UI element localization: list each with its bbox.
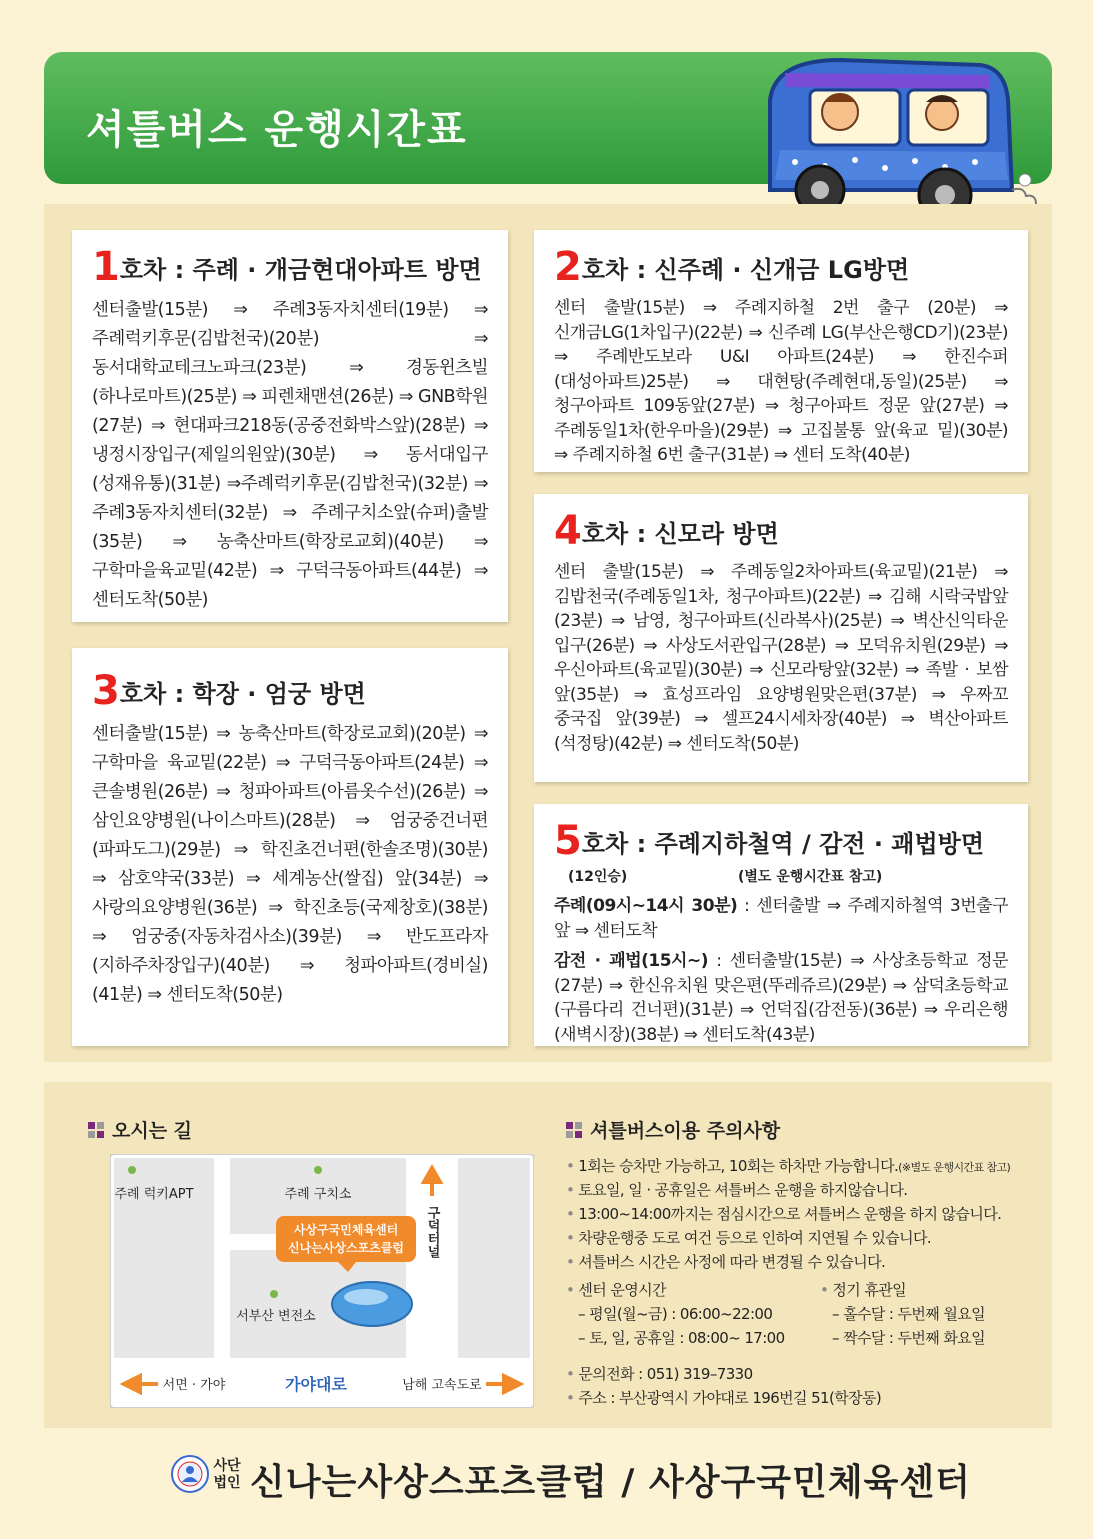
route-card-5 bbox=[534, 804, 1028, 1046]
notice-item: • 1회는 승차만 가능하고, 10회는 하차만 가능합니다.(※별도 운행시간표 참고) bbox=[566, 1154, 1036, 1178]
route-stops: 센터 출발(15분) ⇒ 주례지하철 2번 출구 (20분) ⇒ 신개금LG(1차입구)(22분) ⇒ 신주례 LG(부산은행CD기)(23분) ⇒ 주례반도보라 U&I 아파트(24분) ⇒ 한진수퍼(대성아파트)25분) ⇒ 대현탕(주례현대,동일)(25분) ⇒ 청구아파트 109동앞(27분) ⇒ 청구아파트 정문 앞(27분) ⇒ 주례동일1차(한우마을)(29분) ⇒ 고집불통 앞(육교 밑)(30분) ⇒ 주례지하철 6번 출구(31분) ⇒ 센터 도착(40분) bbox=[554, 298, 1008, 465]
notices-list bbox=[566, 1154, 1036, 1274]
map-label-substation: 서부산 변전소 bbox=[236, 1309, 316, 1324]
route-title: 2호차 : 신주례 · 신개금 LG방면 bbox=[554, 244, 910, 290]
footer bbox=[0, 1450, 1093, 1510]
route-card-2 bbox=[534, 230, 1028, 472]
contact-phone: • 문의전화 : 051) 319–7330 bbox=[566, 1365, 753, 1383]
map-label-prison: 주례 구치소 bbox=[284, 1187, 352, 1202]
route-card-4 bbox=[534, 494, 1028, 782]
map-label-center1: 사상구국민체육센터 bbox=[293, 1223, 399, 1237]
route-stops: 센터출발(15분) ⇒ 농축산마트(학장로교회)(20분) ⇒ 구학마을 육교밑(22분) ⇒ 구덕극동아파트(24분) ⇒ 큰솔병원(26분) ⇒ 청파아파트(아름옷수선)(26분) ⇒ 삼인요양병원(나이스마트)(28분) ⇒ 엄궁중건너편(파파도그)(29분) ⇒ 학진초건너편(한솔조명)(30분) ⇒ 삼호약국(33분) ⇒ 세계농산(쌀집) 앞(34분) ⇒ 사랑의요양병원(36분) ⇒ 학진초등(국제창호)(38분) ⇒ 엄궁중(자동차검사소)(39분) ⇒ 반도프라자(지하주차장입구)(40분) ⇒ 청파아파트(경비실)(41분) ⇒ 센터도착(50분) bbox=[92, 724, 488, 1005]
route-title: 4호차 : 신모라 방면 bbox=[554, 508, 779, 554]
route-title: 3호차 : 학장 · 엄궁 방면 bbox=[92, 668, 366, 714]
map-label-east: 남해 고속도로 bbox=[402, 1378, 482, 1393]
notice-item: • 13:00~14:00까지는 점심시간으로 셔틀버스 운행을 하지 않습니다. bbox=[566, 1202, 1036, 1226]
bus-illustration bbox=[750, 40, 1050, 230]
notice-item: • 셔틀버스 시간은 사정에 따라 변경될 수 있습니다. bbox=[566, 1250, 1036, 1274]
route-card-1 bbox=[72, 230, 508, 622]
capacity-note: (12인승) bbox=[568, 869, 628, 885]
square-bullet-icon bbox=[566, 1122, 582, 1138]
route-card-3 bbox=[72, 648, 508, 1046]
timetable-note: (별도 운행시간표 참고) bbox=[738, 869, 883, 885]
directions-heading: 오시는 길 bbox=[88, 1116, 192, 1143]
map-label-tunnel: 구덕터널 bbox=[424, 1206, 440, 1258]
map-label-center2: 신나는사상스포츠클럽 bbox=[288, 1241, 404, 1255]
notice-item: • 차량운행중 도로 여건 등으로 인하여 지연될 수 있습니다. bbox=[566, 1226, 1036, 1250]
route-stops: 센터출발(15분) ⇒ 주례3동자치센터(19분) ⇒ 주례럭키후문(김밥천국)(20분) ⇒ 동서대학교테크노파크(23분) ⇒ 경동윈츠빌(하나로마트)(25분) ⇒ 피렌채맨션(26분) ⇒ GNB학원(27분) ⇒ 현대파크218동(공중전화박스앞)(28분) ⇒ 냉정시장입구(제일의원앞)(30분) ⇒ 동서대입구(성재유통)(31분) ⇒주례럭키후문(김밥천국)(32분) ⇒ 주례3동자치센터(32분) ⇒ 주례구치소앞(슈퍼)출발(35분) ⇒ 농축산마트(학장로교회)(40분) ⇒ 구학마을육교밑(42분) ⇒ 구덕극동아파트(44분) ⇒ 센터도착(50분) bbox=[92, 300, 488, 610]
notices-heading: 셔틀버스이용 주의사항 bbox=[566, 1116, 780, 1143]
map-label-road: 가야대로 bbox=[285, 1375, 347, 1394]
footer-prefix: 사단 법인 bbox=[213, 1458, 241, 1491]
route-stops-a: 주례(09시~14시 30분) : 센터출발 ⇒ 주례지하철역 3번출구 앞 ⇒ 센터도착 bbox=[554, 896, 1008, 941]
route-stops-b: 감전 · 괘법(15시~) : 센터출발(15분) ⇒ 사상초등학교 정문(27분) ⇒ 한신유치원 맞은편(뚜레쥬르)(29분) ⇒ 삼덕초등학교(구름다리 건너편)(31분) ⇒ 언덕집(감전동)(36분) ⇒ 우리은행(새벽시장)(38분) ⇒ 센터도착(43분) bbox=[554, 951, 1008, 1045]
notice-item: • 토요일, 일 · 공휴일은 셔틀버스 운행을 하지않습니다. bbox=[566, 1178, 1036, 1202]
square-bullet-icon bbox=[88, 1122, 104, 1138]
location-map bbox=[110, 1154, 534, 1408]
info-panel bbox=[44, 1082, 1052, 1428]
organization-name: 신나는사상스포츠클럽 / 사상구국민체육센터 bbox=[250, 1462, 971, 1503]
club-logo-icon bbox=[170, 1454, 210, 1494]
closed-days: • 정기 휴관일 – 홀수달 : 두번째 월요일 – 짝수달 : 두번째 화요일 bbox=[820, 1281, 986, 1347]
route-subnote bbox=[554, 866, 1008, 884]
center-hours: • 센터 운영시간 – 평일(월~금) : 06:00~22:00 – 토, 일, 공휴일 : 08:00~ 17:00 bbox=[566, 1281, 785, 1347]
map-label-west: 서면 · 가야 bbox=[162, 1378, 226, 1393]
route-stops: 센터 출발(15분) ⇒ 주례동일2차아파트(육교밑)(21분) ⇒ 김밥천국(주례동일1차, 청구아파트)(22분) ⇒ 김해 시락국밥앞(23분) ⇒ 남영, 청구아파트(신라복사)(25분) ⇒ 벽산신익타운 입구(26분) ⇒ 사상도서관입구(28분) ⇒ 모덕유치원(29분) ⇒ 우신아파트(육교밑)(30분) ⇒ 신모라탕앞(32분) ⇒ 족발 · 보쌈 앞(35분) ⇒ 효성프라임 요양병원맞은편(37분) ⇒ 우짜꼬 중국집 앞(39분) ⇒ 셀프24시세차장(40분) ⇒ 벽산아파트(석정탕)(42분) ⇒ 센터도착(50분) bbox=[554, 562, 1008, 754]
contact-address: • 주소 : 부산광역시 가야대로 196번길 51(학장동) bbox=[566, 1389, 882, 1407]
page-title: 셔틀버스 운행시간표 bbox=[86, 107, 468, 153]
map-label-rucky: 주례 럭키APT bbox=[114, 1187, 194, 1202]
route-title: 5호차 : 주례지하철역 / 감전 · 괘법방면 bbox=[554, 818, 985, 864]
route-title: 1호차 : 주례 · 개금현대아파트 방면 bbox=[92, 244, 482, 290]
